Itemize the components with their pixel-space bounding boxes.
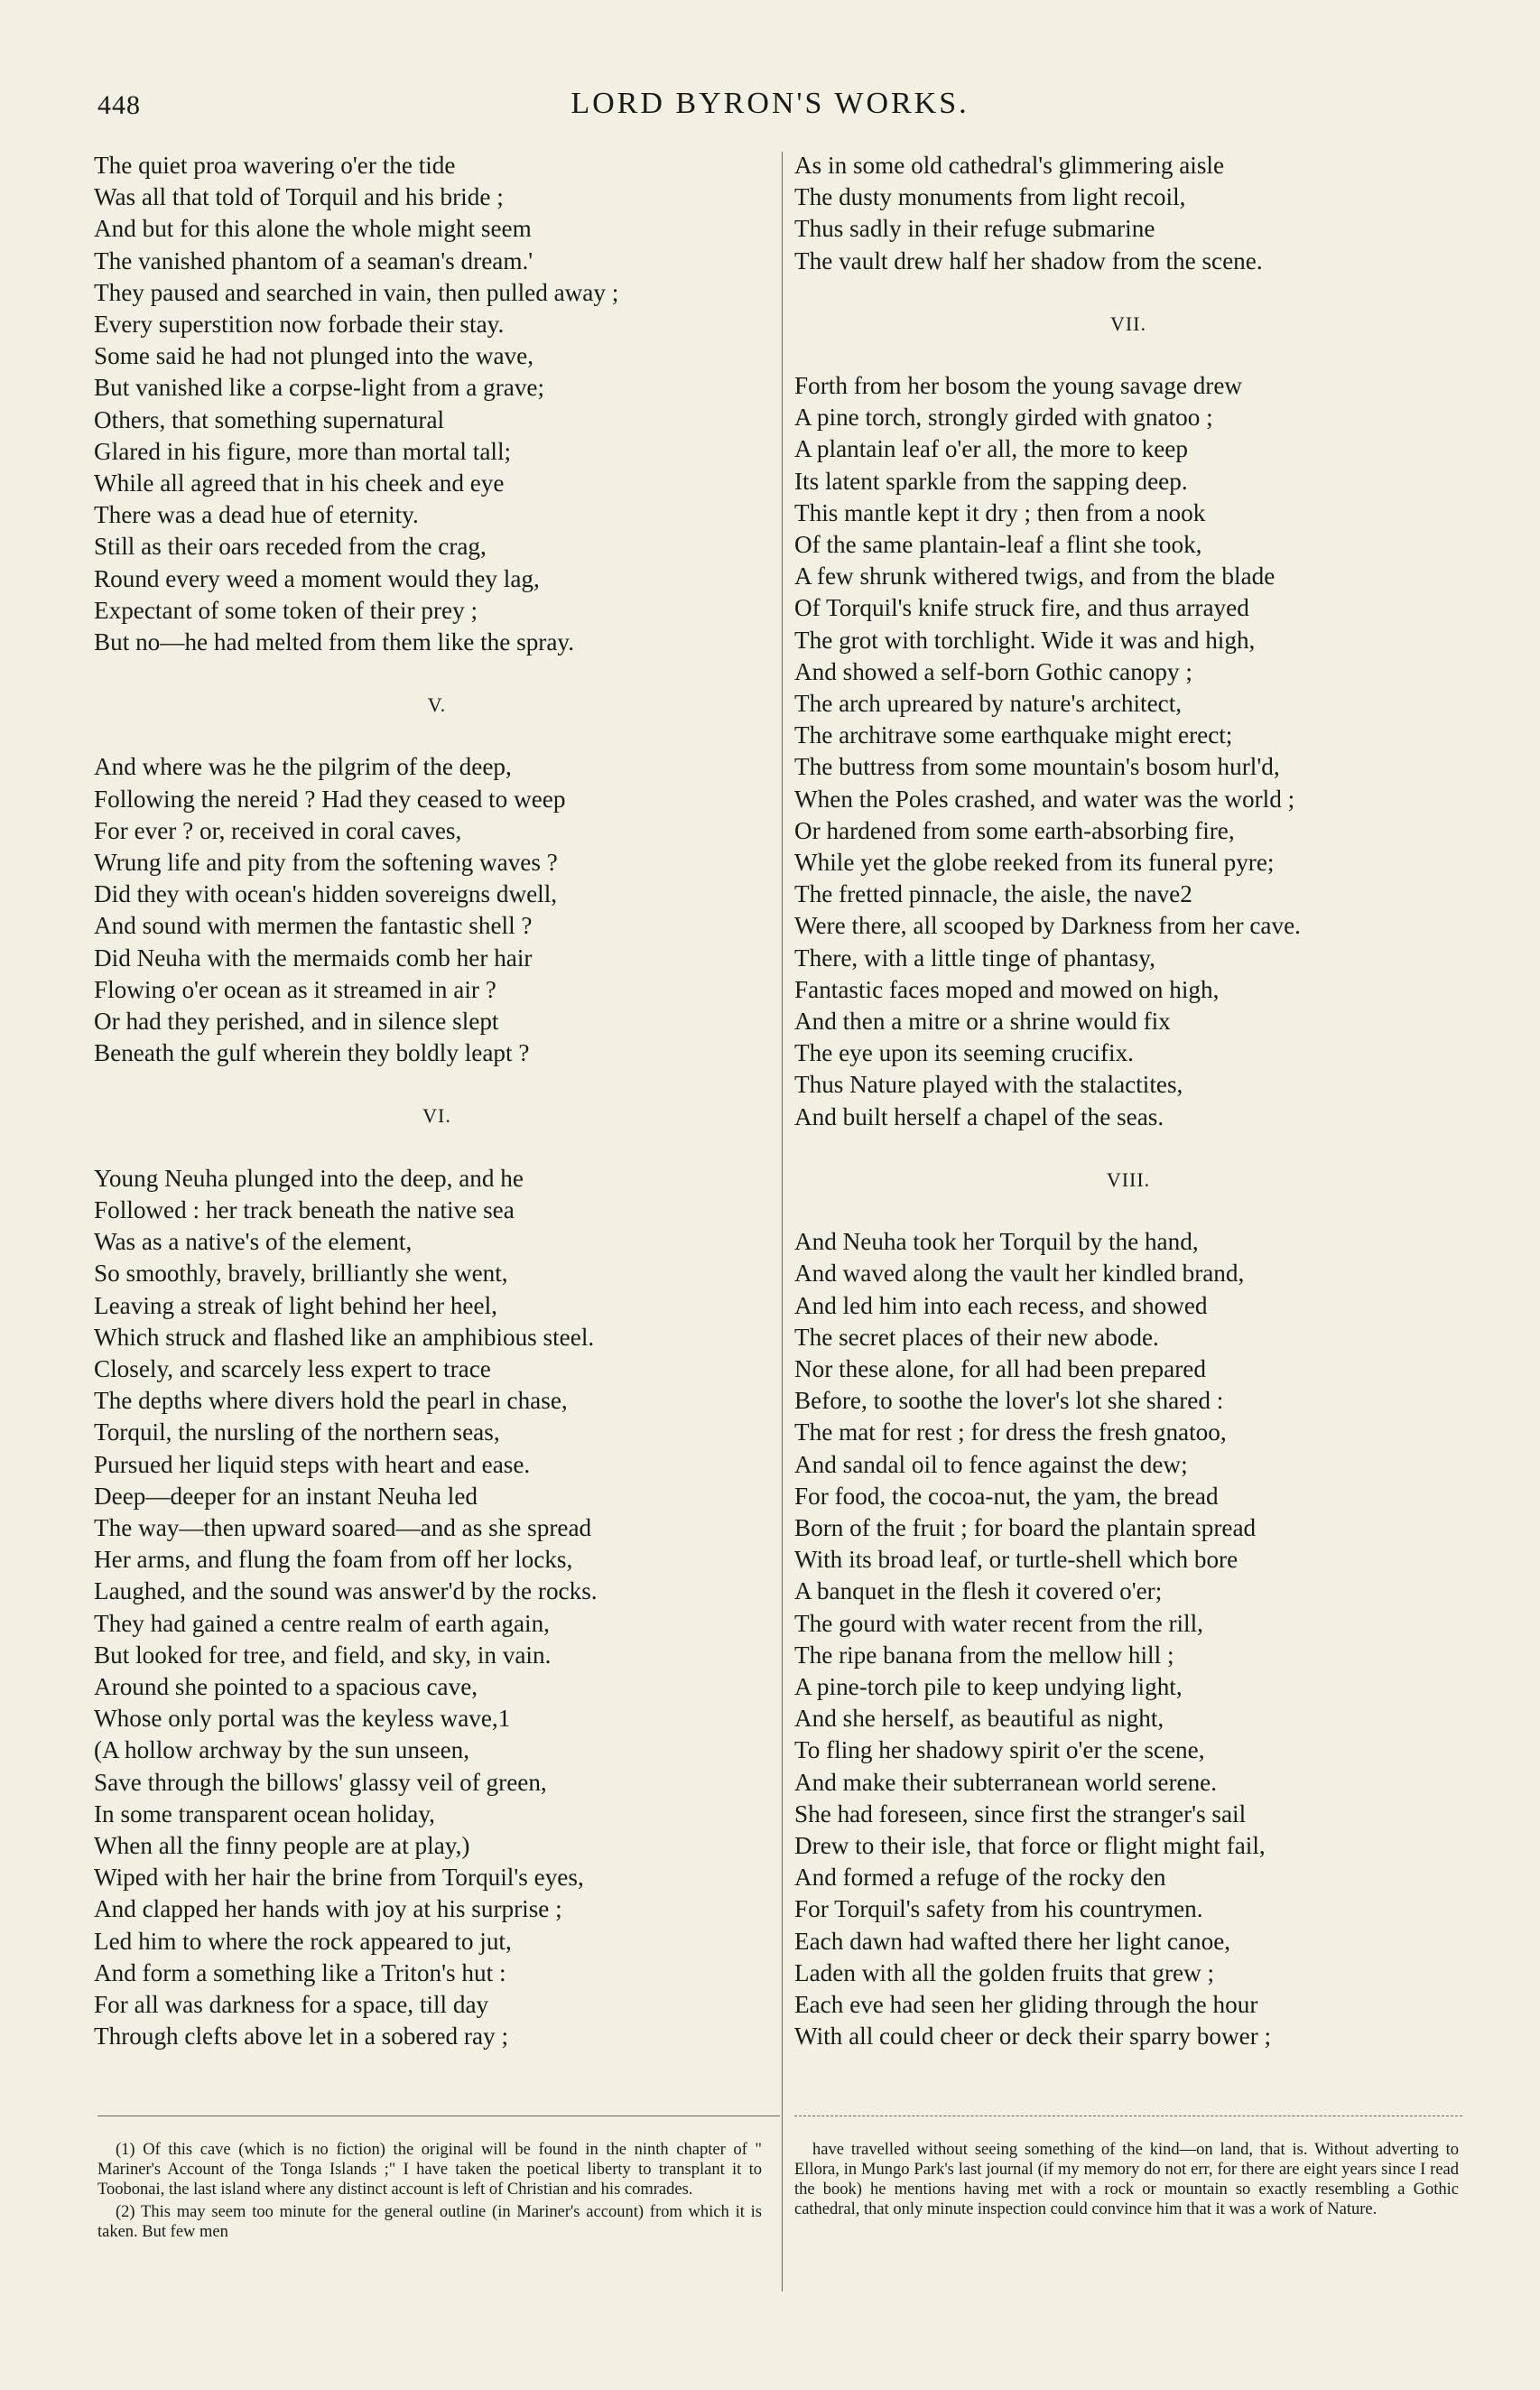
verse-line: The vanished phantom of a seaman's dream.' [94, 246, 533, 274]
verse-line: With all could cheer or deck their sparry bower ; [794, 2023, 1272, 2051]
verse-line: She had foreseen, since first the stranger's sail [794, 1799, 1247, 1827]
verse-line: For ever ? or, received in coral caves, [94, 816, 462, 844]
verse-line: Glared in his figure, more than mortal tall; [94, 437, 512, 465]
verse-line: Fantastic faces moped and mowed on high, [794, 975, 1220, 1003]
verse-line: There, with a little tinge of phantasy, [794, 944, 1155, 972]
left-intro-stanza [94, 150, 780, 658]
verse-line: Expectant of some token of their prey ; [94, 596, 478, 624]
verse-line: Round every weed a moment would they lag, [94, 564, 540, 592]
verse-line: Forth from her bosom the young savage drew [794, 372, 1243, 400]
verse-line: A banquet in the flesh it covered o'er; [794, 1577, 1163, 1605]
verse-line: But vanished like a corpse-light from a grave; [94, 374, 545, 402]
verse-line: The vault drew half her shadow from the scene. [794, 246, 1263, 274]
verse-line: Followed : her track beneath the native sea [94, 1195, 515, 1223]
verse-line: Others, that something supernatural [94, 405, 445, 433]
running-title: LORD BYRON'S WORKS. [571, 87, 969, 120]
verse-line: Were there, all scooped by Darkness from her cave. [794, 912, 1301, 940]
verse-line: The depths where divers hold the pearl in chase, [94, 1387, 568, 1415]
page-number: 448 [97, 90, 141, 120]
verse-line: Before, to soothe the lover's lot she shared : [794, 1387, 1224, 1415]
footnote: have travelled without seeing something of the kind—on land, that is. Without adverting to Ellora, in Mungo Park's last journal (if my memory do not err, for there are eight years since I read the book) he mentions having met with a rock or mountain so exactly resembling a Gothic cathedral, that only minute inspection could convince him that it was a work of Nature. [794, 2141, 1459, 2218]
verse-line: The mat for rest ; for dress the fresh gnatoo, [794, 1418, 1227, 1446]
verse-line: Still as their oars receded from the crag, [94, 533, 487, 561]
verse-line: As in some old cathedral's glimmering aisle [794, 152, 1225, 179]
stanza-viii [794, 1226, 1462, 2052]
verse-line: The fretted pinnacle, the aisle, the nave2 [794, 880, 1192, 908]
verse-line: The quiet proa wavering o'er the tide [94, 152, 456, 179]
verse-line: This mantle kept it dry ; then from a nook [794, 498, 1206, 526]
verse-line: For all was darkness for a space, till day [94, 1990, 489, 2018]
verse-line: Thus Nature played with the stalactites, [794, 1071, 1183, 1099]
verse-line: Of the same plantain-leaf a flint she took, [794, 531, 1202, 559]
verse-line: Save through the billows' glassy veil of green, [94, 1768, 547, 1796]
verse-line: Beneath the gulf wherein they boldly leapt ? [94, 1039, 530, 1067]
verse-line: They paused and searched in vain, then pulled away ; [94, 278, 619, 306]
verse-line: In some transparent ocean holiday, [94, 1799, 435, 1827]
verse-line: Leaving a streak of light behind her heel, [94, 1291, 497, 1319]
right-column [794, 150, 1462, 2052]
verse-line: The ripe banana from the mellow hill ; [794, 1641, 1174, 1669]
column-divider [782, 152, 783, 2292]
verse-line: They had gained a centre realm of earth again, [94, 1609, 550, 1637]
verse-line: For Torquil's safety from his countrymen. [794, 1895, 1203, 1923]
verse-line: There was a dead hue of eternity. [94, 501, 419, 529]
verse-line: Was all that told of Torquil and his bride ; [94, 183, 504, 211]
verse-line: Born of the fruit ; for board the plantain spread [794, 1513, 1257, 1541]
verse-line: And clapped her hands with joy at his surprise ; [94, 1895, 562, 1923]
verse-line: A few shrunk withered twigs, and from the blade [794, 563, 1276, 591]
section-numeral-vi: VI. [422, 1104, 451, 1128]
verse-line: Led him to where the rock appeared to jut, [94, 1927, 512, 1955]
verse-line: Of Torquil's knife struck fire, and thus arrayed [794, 594, 1249, 622]
section-numeral-viii: VIII. [1106, 1167, 1151, 1191]
stanza-vi [94, 1163, 780, 2053]
verse-line: Her arms, and flung the foam from off her locks, [94, 1546, 573, 1574]
verse-line: Whose only portal was the keyless wave,1 [94, 1705, 511, 1733]
verse-line: Flowing o'er ocean as it streamed in air ? [94, 975, 496, 1003]
verse-line: And showed a self-born Gothic canopy ; [794, 657, 1192, 685]
verse-line: Its latent sparkle from the sapping deep. [794, 467, 1188, 495]
verse-line: Nor these alone, for all had been prepared [794, 1354, 1206, 1382]
verse-line: Wiped with her hair the brine from Torquil's eyes, [94, 1864, 584, 1892]
verse-line: A pine torch, strongly girded with gnatoo ; [794, 404, 1213, 432]
verse-line: And she herself, as beautiful as night, [794, 1705, 1164, 1733]
verse-line: Wrung life and pity from the softening waves ? [94, 849, 558, 877]
verse-line: Did Neuha with the mermaids comb her hair [94, 944, 533, 972]
verse-line: Deep—deeper for an instant Neuha led [94, 1482, 478, 1510]
verse-line: Was as a native's of the element, [94, 1228, 413, 1256]
verse-line: (A hollow archway by the sun unseen, [94, 1736, 470, 1764]
verse-line: Thus sadly in their refuge submarine [794, 215, 1155, 243]
verse-line: The grot with torchlight. Wide it was and high, [794, 626, 1256, 654]
footnote: (2) This may seem too minute for the general outline (in Mariner's account) from which it is taken. But few men [97, 2203, 762, 2241]
verse-line: A pine-torch pile to keep undying light, [794, 1672, 1183, 1700]
verse-line: The architrave some earthquake might erect; [794, 721, 1233, 749]
verse-line: Torquil, the nursling of the northern seas, [94, 1418, 500, 1446]
verse-line: And Neuha took her Torquil by the hand, [794, 1228, 1199, 1256]
verse-line: Each eve had seen her gliding through the hour [794, 1990, 1258, 2018]
verse-line: But looked for tree, and field, and sky, in vain. [94, 1641, 552, 1669]
right-intro-stanza [794, 150, 1462, 277]
verse-line: Or had they perished, and in silence slept [94, 1008, 499, 1036]
stanza-vii [794, 370, 1462, 1133]
verse-line: Following the nereid ? Had they ceased to weep [94, 785, 566, 813]
verse-line: Which struck and flashed like an amphibious steel. [94, 1323, 595, 1351]
verse-line: The buttress from some mountain's bosom hurl'd, [794, 753, 1280, 781]
verse-line: While yet the globe reeked from its funeral pyre; [794, 849, 1275, 877]
verse-line: Every superstition now forbade their stay. [94, 311, 505, 339]
verse-line: So smoothly, bravely, brilliantly she went, [94, 1260, 508, 1288]
verse-line: And sound with mermen the fantastic shell ? [94, 912, 533, 940]
footnotes-left [97, 2140, 762, 2245]
verse-line: And make their subterranean world serene. [794, 1768, 1218, 1796]
verse-line: With its broad leaf, or turtle-shell which bore [794, 1546, 1238, 1574]
verse-line: And led him into each recess, and showed [794, 1291, 1208, 1319]
verse-line: And built herself a chapel of the seas. [794, 1102, 1164, 1130]
verse-line: And form a something like a Triton's hut : [94, 1958, 506, 1986]
verse-line: A plantain leaf o'er all, the more to keep [794, 435, 1188, 463]
verse-line: To fling her shadowy spirit o'er the scene, [794, 1736, 1205, 1764]
verse-line: Each dawn had wafted there her light canoe, [794, 1927, 1231, 1955]
verse-line: The secret places of their new abode. [794, 1323, 1159, 1351]
verse-line: The dusty monuments from light recoil, [794, 183, 1186, 211]
verse-line: Young Neuha plunged into the deep, and he [94, 1164, 524, 1192]
verse-line: When the Poles crashed, and water was the world ; [794, 785, 1295, 813]
verse-line: Did they with ocean's hidden sovereigns dwell, [94, 880, 558, 908]
verse-line: The way—then upward soared—and as she spread [94, 1513, 592, 1541]
footnotes-right [794, 2140, 1459, 2222]
verse-line: The eye upon its seeming crucifix. [794, 1039, 1134, 1067]
stanza-v [94, 751, 780, 1069]
verse-line: And then a mitre or a shrine would fix [794, 1008, 1171, 1036]
verse-line: While all agreed that in his cheek and eye [94, 470, 505, 498]
left-column [94, 150, 780, 2052]
verse-line: When all the finny people are at play,) [94, 1831, 470, 1859]
verse-line: Or hardened from some earth-absorbing fire, [794, 816, 1235, 844]
verse-line: For food, the cocoa-nut, the yam, the bread [794, 1482, 1219, 1510]
verse-line: Laden with all the golden fruits that grew ; [794, 1958, 1215, 1986]
verse-line: The gourd with water recent from the rill, [794, 1609, 1203, 1637]
verse-line: The arch upreared by nature's architect, [794, 690, 1183, 718]
verse-line: Drew to their isle, that force or flight might fail, [794, 1831, 1266, 1859]
footnote: (1) Of this cave (which is no fiction) the original will be found in the ninth chapter of " Mariner's Account of the Tonga Islands ;" I have taken the poetical liberty to transplant it to Toobonai, the last island where any distinct account is left of Christian and his comrades. [97, 2141, 762, 2199]
verse-line: And sandal oil to fence against the dew; [794, 1450, 1188, 1478]
verse-line: Some said he had not plunged into the wave, [94, 342, 534, 370]
verse-line: And waved along the vault her kindled brand, [794, 1260, 1245, 1288]
verse-line: But no—he had melted from them like the spray. [94, 628, 575, 656]
verse-line: Through clefts above let in a sobered ray ; [94, 2023, 509, 2051]
verse-line: Closely, and scarcely less expert to trace [94, 1354, 491, 1382]
verse-line: Pursued her liquid steps with heart and ease. [94, 1450, 531, 1478]
verse-line: And but for this alone the whole might seem [94, 215, 532, 243]
verse-line: And where was he the pilgrim of the deep, [94, 753, 512, 781]
section-numeral-v: V. [427, 693, 447, 717]
section-numeral-vii: VII. [1109, 312, 1147, 335]
verse-line: Around she pointed to a spacious cave, [94, 1672, 478, 1700]
verse-line: Laughed, and the sound was answer'd by the rocks. [94, 1577, 598, 1605]
verse-line: And formed a refuge of the rocky den [794, 1864, 1166, 1892]
